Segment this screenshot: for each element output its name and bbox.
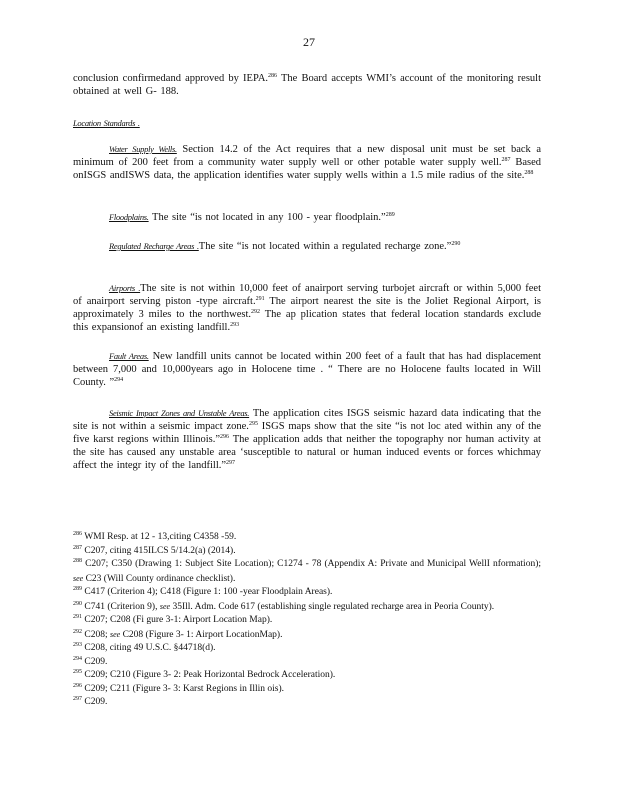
paragraph-airports <box>73 282 541 334</box>
subheading-floodplains: Floodplains. <box>109 212 149 222</box>
footnote-text: C208 (Figure 3- 1: Airport LocationMap). <box>120 629 283 640</box>
footnote-text: C209. <box>84 656 108 667</box>
footnote <box>73 558 541 586</box>
footnote-text: WMI Resp. at 12 - 13,citing C4358 -59. <box>84 532 237 542</box>
paragraph-text: The application cites ISGS seismic hazard data indicating that the site is not within a seismic impact zone. <box>73 408 542 432</box>
footnote <box>73 531 541 545</box>
footnote-number: 287 <box>73 544 82 551</box>
footnote-text: C208, citing 49 U.S.C. §44718(d). <box>84 643 216 653</box>
footnote-number: 288 <box>73 558 82 564</box>
intro-text-cont: The Board accepts WMI’s account of the monitoring result obtained at well G- 188. <box>73 73 541 97</box>
paragraph-fault-areas <box>73 350 541 389</box>
footnote-text: C417 (Criterion 4); C418 (Figure 1: 100 -year Floodplain Areas). <box>84 587 333 597</box>
footnote <box>73 683 541 697</box>
footnote-signal: see <box>159 601 171 611</box>
footnote-number: 297 <box>73 696 82 702</box>
footnote-text: C741 (Criterion 9), <box>84 601 158 612</box>
footnote-ref: 286 <box>268 73 278 79</box>
paragraph-text: Based onISGS andISWS data, the application identifies water supply wells within a 1.5 mile radius of the site. <box>73 157 541 181</box>
footnote-ref: 292 <box>251 309 261 315</box>
footnote <box>73 545 541 559</box>
intro-paragraph <box>73 72 541 98</box>
paragraph-text: New landfill units cannot be located within 200 feet of a fault that has had displacement between 7,000 and 10,000years ago in Holocene time . “ There are no Holocene faults located in Will County. ” <box>73 351 541 388</box>
footnote-number: 294 <box>73 655 82 662</box>
paragraph-regulated-recharge <box>73 240 541 253</box>
footnote-ref: 287 <box>501 157 511 163</box>
paragraph-text: The application adds that neither the topography nor human activity at the site has caused any unstable area ‘susceptible to natural or human induced events or forces whichmay affect the integr ity of the landfill.” <box>73 434 541 471</box>
footnote-ref: 293 <box>230 322 240 328</box>
footnote-number: 296 <box>73 682 82 689</box>
footnote-number: 292 <box>73 628 82 635</box>
footnote-ref: 289 <box>385 212 395 218</box>
footnote-number: 293 <box>73 642 82 648</box>
section-heading-location-standards <box>73 117 541 130</box>
paragraph-text: The ap plication states that federal location standards exclude this expansionof an existing landfill. <box>73 309 541 333</box>
paragraph-text: The airport nearest the site is the Joliet Regional Airport, is approximately 3 miles to the northwest. <box>73 296 541 320</box>
footnote-text: C23 (Will County ordinance checklist). <box>83 573 236 584</box>
footnote-text: C208; <box>84 629 108 640</box>
footnote <box>73 696 541 710</box>
paragraph-text: Section 14.2 of the Act requires that a new disposal unit must be set back a minimum of 200 feet from a community water supply well or other potable water supply well. <box>73 144 542 168</box>
footnote-ref: 288 <box>524 170 534 176</box>
footnote-number: 295 <box>73 669 82 675</box>
footnote-signal: see <box>109 629 121 639</box>
footnote-ref: 296 <box>220 434 230 440</box>
footnote-number: 286 <box>73 531 82 537</box>
paragraph-text: The site is not within 10,000 feet of anairport serving turbojet aircraft or within 5,000 feet of anairport serving piston -type aircraft. <box>73 283 541 307</box>
footnote-number: 291 <box>73 614 82 620</box>
paragraph-floodplains <box>73 211 541 224</box>
subheading-seismic-impact-zones: Seismic Impact Zones and Unstable Areas. <box>109 408 250 418</box>
subheading-regulated-recharge-areas: Regulated Recharge Areas . <box>109 241 199 251</box>
footnote-ref: 297 <box>226 460 236 466</box>
footnote-text: C207; C208 (Fi gure 3-1: Airport Location Map). <box>84 615 273 625</box>
paragraph-text: The site “is not located in any 100 - year floodplain.” <box>148 212 386 223</box>
footnote-text: C209; C211 (Figure 3- 3: Karst Regions in Illin ois). <box>84 683 285 694</box>
footnote <box>73 600 541 615</box>
footnote-ref: 295 <box>248 421 258 427</box>
subheading-water-supply-wells: Water Supply Wells. <box>109 144 177 154</box>
footnote <box>73 642 541 656</box>
subheading-fault-areas: Fault Areas. <box>109 351 149 361</box>
paragraph-text: The site “is not located within a regulated recharge zone.” <box>198 241 452 252</box>
heading-text: Location Standards . <box>73 118 140 128</box>
footnote-number: 289 <box>73 586 82 592</box>
page-number: 27 <box>303 35 315 49</box>
intro-text: conclusion confirmedand approved by IEPA. <box>73 73 269 84</box>
footnote <box>73 586 541 600</box>
subheading-airports: Airports . <box>109 283 141 293</box>
paragraph-seismic-impact <box>73 407 541 472</box>
footnote-ref: 290 <box>451 241 461 247</box>
footnote-text: C207; C350 (Drawing 1: Subject Site Location); C1274 - 78 (Appendix A: Private and Municipal WellI nformation); <box>85 559 542 569</box>
footnote <box>73 614 541 628</box>
footnote <box>73 628 541 643</box>
footnote-ref: 294 <box>114 377 124 383</box>
footnote-number: 290 <box>73 600 82 607</box>
paragraph-water-supply-wells <box>73 143 541 182</box>
footnote-signal: see <box>73 573 84 583</box>
footnote <box>73 656 541 670</box>
footnote-text: C209. <box>84 697 108 707</box>
footnotes <box>73 531 541 710</box>
paragraph-text: ISGS maps show that the site “is not loc ated within any of the five karst regions within Illinois.” <box>73 421 541 445</box>
footnote-text: 35Ill. Adm. Code 617 (establishing single regulated recharge area in Peoria County). <box>170 601 495 612</box>
footnote-text: C209; C210 (Figure 3- 2: Peak Horizontal Bedrock Acceleration). <box>84 670 336 680</box>
footnote-ref: 291 <box>255 296 265 302</box>
footnote-text: C207, citing 415ILCS 5/14.2(a) (2014). <box>84 545 236 556</box>
footnote <box>73 669 541 683</box>
